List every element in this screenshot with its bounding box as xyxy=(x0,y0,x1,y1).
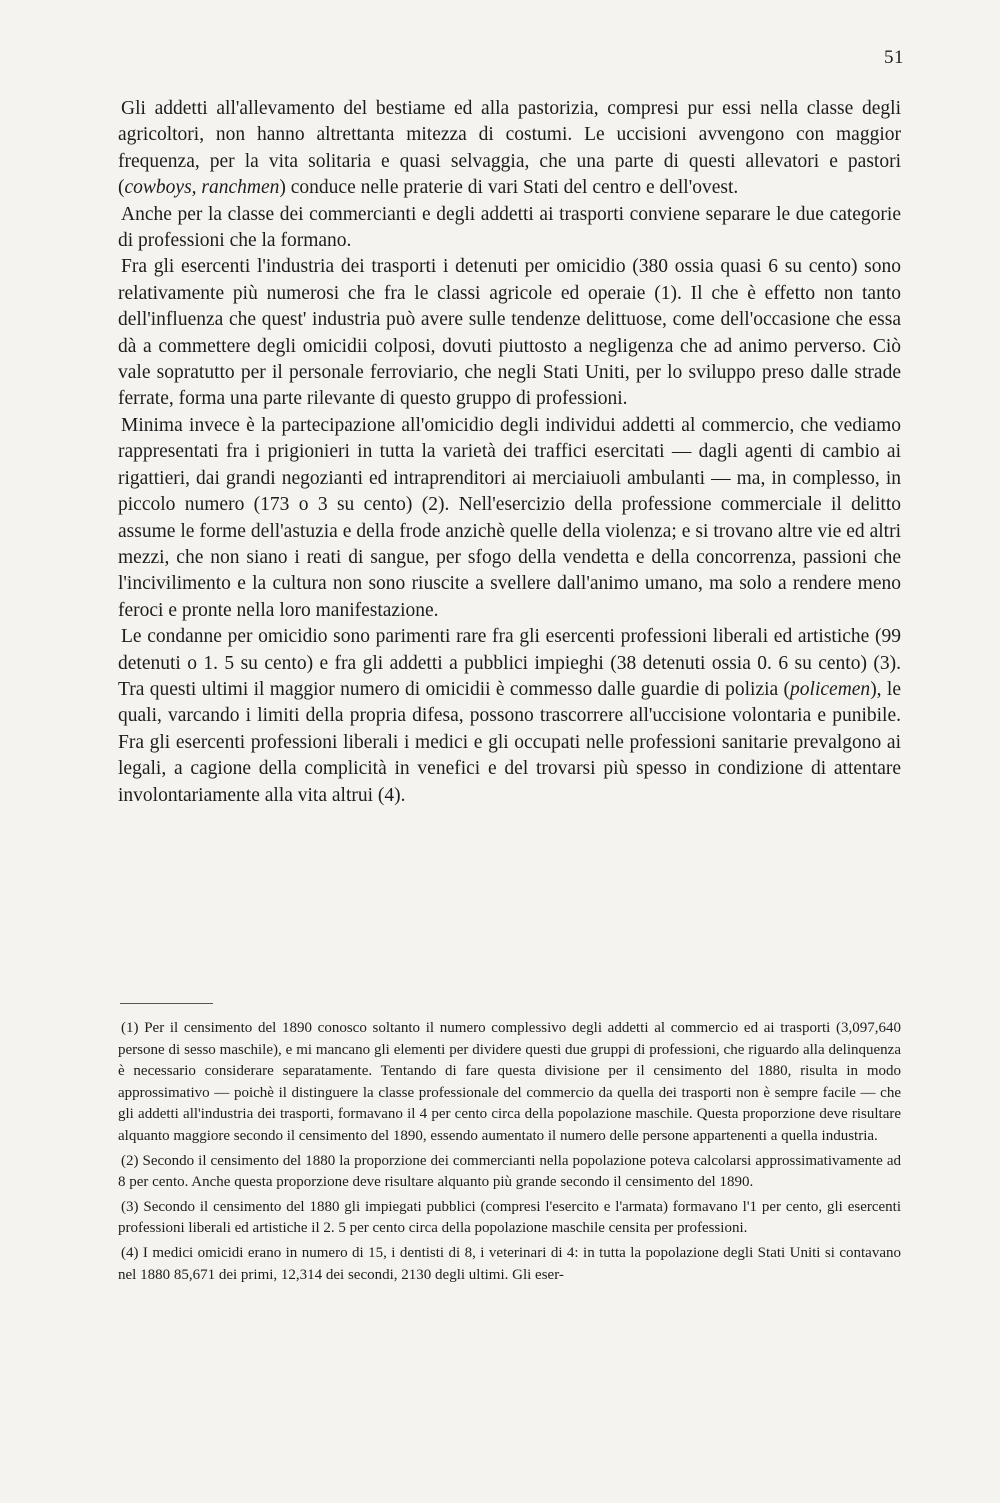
paragraph-1 xyxy=(118,96,901,202)
footnote-2: (2) Secondo il censimento del 1880 la proporzione dei commercianti nella popolazione poteva calcolarsi approssimativamente ad 8 per cento. Anche questa proporzione deve risultare alquanto più grande secondo il censimento del 1890. xyxy=(118,1152,901,1191)
main-text xyxy=(118,96,901,809)
paragraph-4: Minima invece è la partecipazione all'omicidio degli individui addetti al commercio, che vediamo rappresentati fra i prigionieri in tutta la varietà dei traffici esercitati — dagli agenti di cambio ai rigattieri, dai grandi negozianti ed intraprenditori ai merciaiuoli ambulanti — ma, in complesso, in piccolo numero (173 o 3 su cento) (2). Nell'esercizio della professione commerciale il delitto assume le forme dell'astuzia e della frode anzichè quelle della violenza; e si trovano altre vie ed altri mezzi, che non siano i reati di sangue, per sfogo della vendetta e della concorrenza, passioni che l'incivilimento e la cultura non sono riuscite a svellere dall'animo umano, ma solo a rendere meno feroci e pronte nella loro manifestazione. xyxy=(118,414,901,621)
footnote-separator xyxy=(120,1003,213,1004)
footnote-1: (1) Per il censimento del 1890 conosco soltanto il numero complessivo degli addetti al commercio ed ai trasporti (3,097,640 persone di sesso maschile), e mi mancano gli elementi per dividere questi due gruppi di professioni, che riguardo alla delinquenza è necessario considerare separatamente. Tentando di fare questa divisione per il censimento del 1880, risulta in modo approssimativo — poichè il distinguere la classe professionale del commercio da quella dei trasporti non è sempre facile — che gli addetti all'industria dei trasporti, formavano il 4 per cento circa della popolazione maschile. Questa proporzione deve risultare alquanto maggiore secondo il censimento del 1890, essendo aumentato il numero delle persone appartenenti a quella industria. xyxy=(118,1020,901,1144)
page-number: 51 xyxy=(884,47,904,68)
paragraph-5-part-3: ), le quali, varcando i limiti della propria difesa, possono trascorrere all'uccisione volontaria e punibile. Fra gli esercenti professioni liberali i medici e gli occupati nelle professioni sanitarie prevalgono ai legali, a cagione della complicità in venefici e del trovarsi più spesso in condizione di attentare involontariamente alla vita altrui (4). xyxy=(118,678,901,806)
paragraph-1-part-1: Gli addetti all'allevamento del bestiame ed alla pastorizia, compresi pur essi nella classe degli agricoltori, non hanno altrettanta mitezza di costumi. Le uccisioni avvengono con maggior frequenza, per la vita solitaria e quasi selvaggia, che una parte di questi allevatori e pastori ( xyxy=(118,98,901,199)
paragraph-5-italic-term: policemen xyxy=(790,678,871,700)
paragraph-1-italic-terms: cowboys, ranchmen xyxy=(124,177,280,199)
footnote-3: (3) Secondo il censimento del 1880 gli impiegati pubblici (compresi l'esercito e l'armata) formavano l'1 per cento, gli esercenti professioni liberali ed artistiche il 2. 5 per cento circa della popolazione maschile censita per professioni. xyxy=(118,1198,901,1237)
paragraph-5-part-1: Le condanne per omicidio sono parimenti rare fra gli esercenti professioni liberali ed artistiche (99 detenuti o 1. 5 su cento) e fra gli addetti a pubblici impieghi (38 detenuti ossia 0. 6 su cento) (3). Tra questi ultimi il maggior numero di omicidii è commesso dalle guardie di polizia ( xyxy=(118,626,901,700)
paragraph-5 xyxy=(118,624,901,809)
footnotes xyxy=(118,1018,901,1289)
paragraph-3: Fra gli esercenti l'industria dei trasporti i detenuti per omicidio (380 ossia quasi 6 su cento) sono relativamente più numerosi che fra le classi agricole ed operaie (1). Il che è effetto non tanto dell'influenza che quest' industria può avere sulle tendenze delittuose, come dell'occasione che essa dà a commettere degli omicidii colposi, dovuti piuttosto a negligenza che ad animo perverso. Ciò vale sopratutto per il personale ferroviario, che negli Stati Uniti, per lo sviluppo preso dalle strade ferrate, forma una parte rilevante di questo gruppo di professioni. xyxy=(118,256,901,410)
paragraph-1-part-3: ) conduce nelle praterie di vari Stati del centro e dell'ovest. xyxy=(279,177,739,199)
footnote-4: (4) I medici omicidi erano in numero di 15, i dentisti di 8, i veterinari di 4: in tutta la popolazione degli Stati Uniti si contavano nel 1880 85,671 dei primi, 12,314 dei secondi, 2130 degli ultimi. Gli eser- xyxy=(118,1244,901,1283)
paragraph-2: Anche per la classe dei commercianti e degli addetti ai trasporti conviene separare le due categorie di professioni che la formano. xyxy=(118,203,901,252)
